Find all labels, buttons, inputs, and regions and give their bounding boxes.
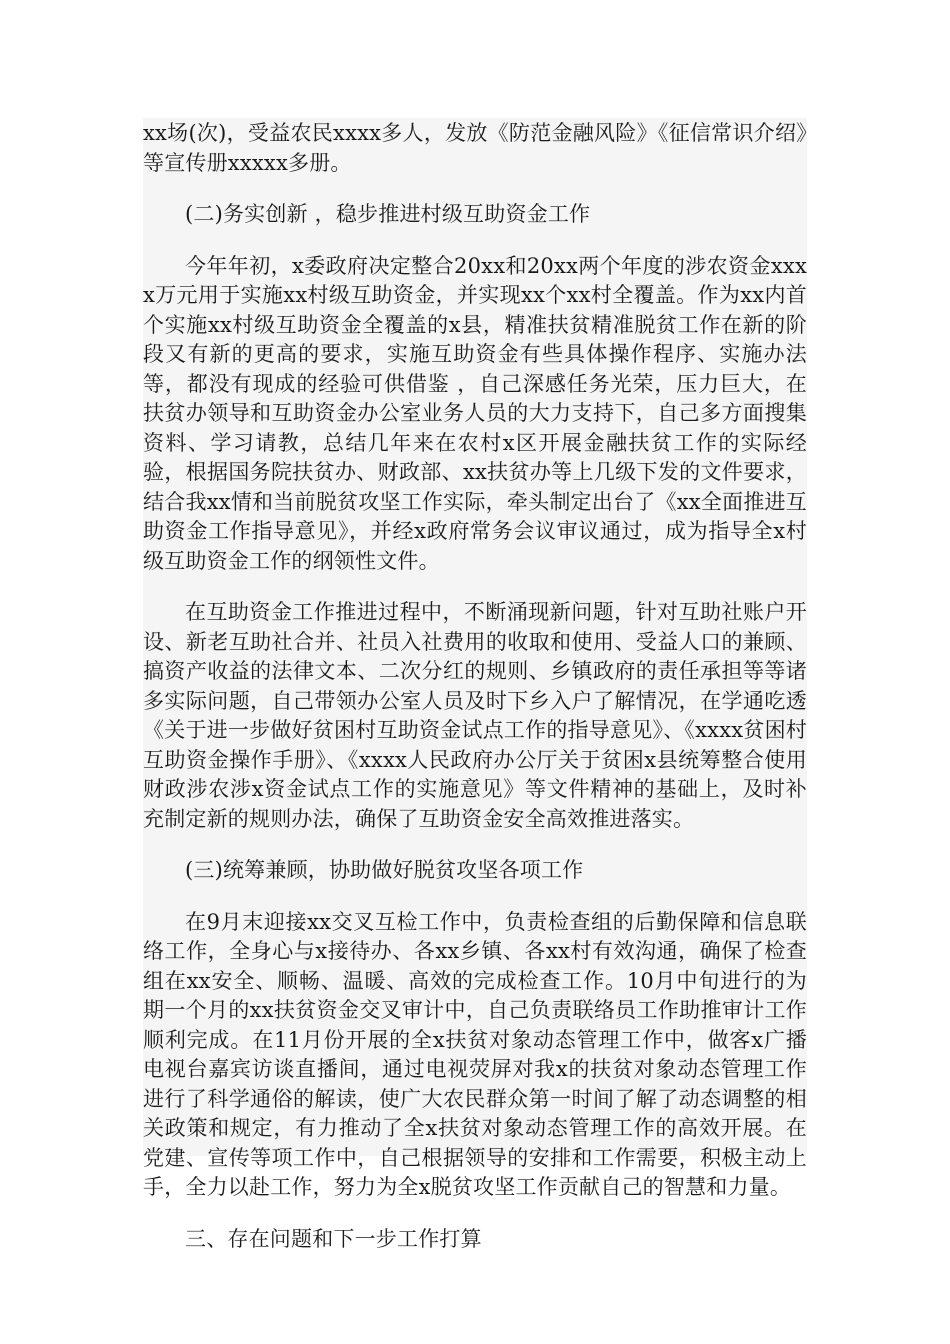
document-body xyxy=(143,119,807,1254)
paragraph-mutual-fund-issues: 在互助资金工作推进过程中，不断涌现新问题，针对互助社账户开设、新老互助社合并、社员入社费用的收取和使用、受益人口的兼顾、搞资产收益的法律文本、二次分红的规则、乡镇政府的责任承担等等诸多实际问题，自己带领办公室人员及时下乡入户了解情况，在学通吃透《关于进一步做好贫困村互助资金试点工作的指导意见》、《xxxx贫困村互助资金操作手册》、《xxxx人民政府办公厅关于贫困x县统筹整合使用财政涉农涉x资金试点工作的实施意见》等文件精神的基础上，及时补充制定新的规则办法，确保了互助资金安全高效推进落实。 xyxy=(143,600,807,831)
section-heading-problems: 三、存在问题和下一步工作打算 xyxy=(185,1226,482,1251)
paragraph-coordination-work: 在9月末迎接xx交叉互检工作中，负责检查组的后勤保障和信息联络工作，全身心与x接待办、各xx乡镇、各xx村有效沟通，确保了检查组在xx安全、顺畅、温暖、高效的完成检查工作。10月中旬进行的为期一个月的xx扶贫资金交叉审计中，自己负责联络员工作助推审计工作顺利完成。在11月份开展的全x扶贫对象动态管理工作中，做客x广播电视台嘉宾访谈直播间，通过电视荧屏对我x的扶贫对象动态管理工作进行了科学通俗的解读，使广大农民群众第一时间了解了动态调整的相关政策和规定，有力推动了全x扶贫对象动态管理工作的高效开展。在党建、宣传等项工作中，自己根据领导的安排和工作需要，积极主动上手，全力以赴工作，努力为全x脱贫攻坚工作贡献自己的智慧和力量。 xyxy=(143,909,807,1199)
paragraph-continuation: xx场(次)，受益农民xxxx多人，发放《防范金融风险》《征信常识介绍》等宣传册xxxxx多册。 xyxy=(143,121,807,175)
paragraph-mutual-fund-policy: 今年年初，x委政府决定整合20xx和20xx两个年度的涉农资金xxxx万元用于实施xx村级互助资金，并实现xx个xx村全覆盖。作为xx内首个实施xx村级互助资金全覆盖的x县，精准扶贫精准脱贫工作在新的阶段又有新的更高的要求，实施互助资金有些具体操作程序、实施办法等，都没有现成的经验可供借鉴 ，自己深感任务光荣，压力巨大，在扶贫办领导和互助资金办公室业务人员的大力支持下，自己多方面搜集资料、学习请教，总结几年来在农村x区开展金融扶贫工作的实际经验，根据国务院扶贫办、财政部、xx扶贫办等上几级下发的文件要求，结合我xx情和当前脱贫攻坚工作实际，牵头制定出台了《xx全面推进互助资金工作指导意见》，并经x政府常务会议审议通过，成为指导全x村级互助资金工作的纲领性文件。 xyxy=(143,253,807,573)
section-heading-2: (二)务实创新 ，稳步推进村级互助资金工作 xyxy=(185,202,591,226)
section-heading-3: (三)统筹兼顾，协助做好脱贫攻坚各项工作 xyxy=(185,858,584,882)
